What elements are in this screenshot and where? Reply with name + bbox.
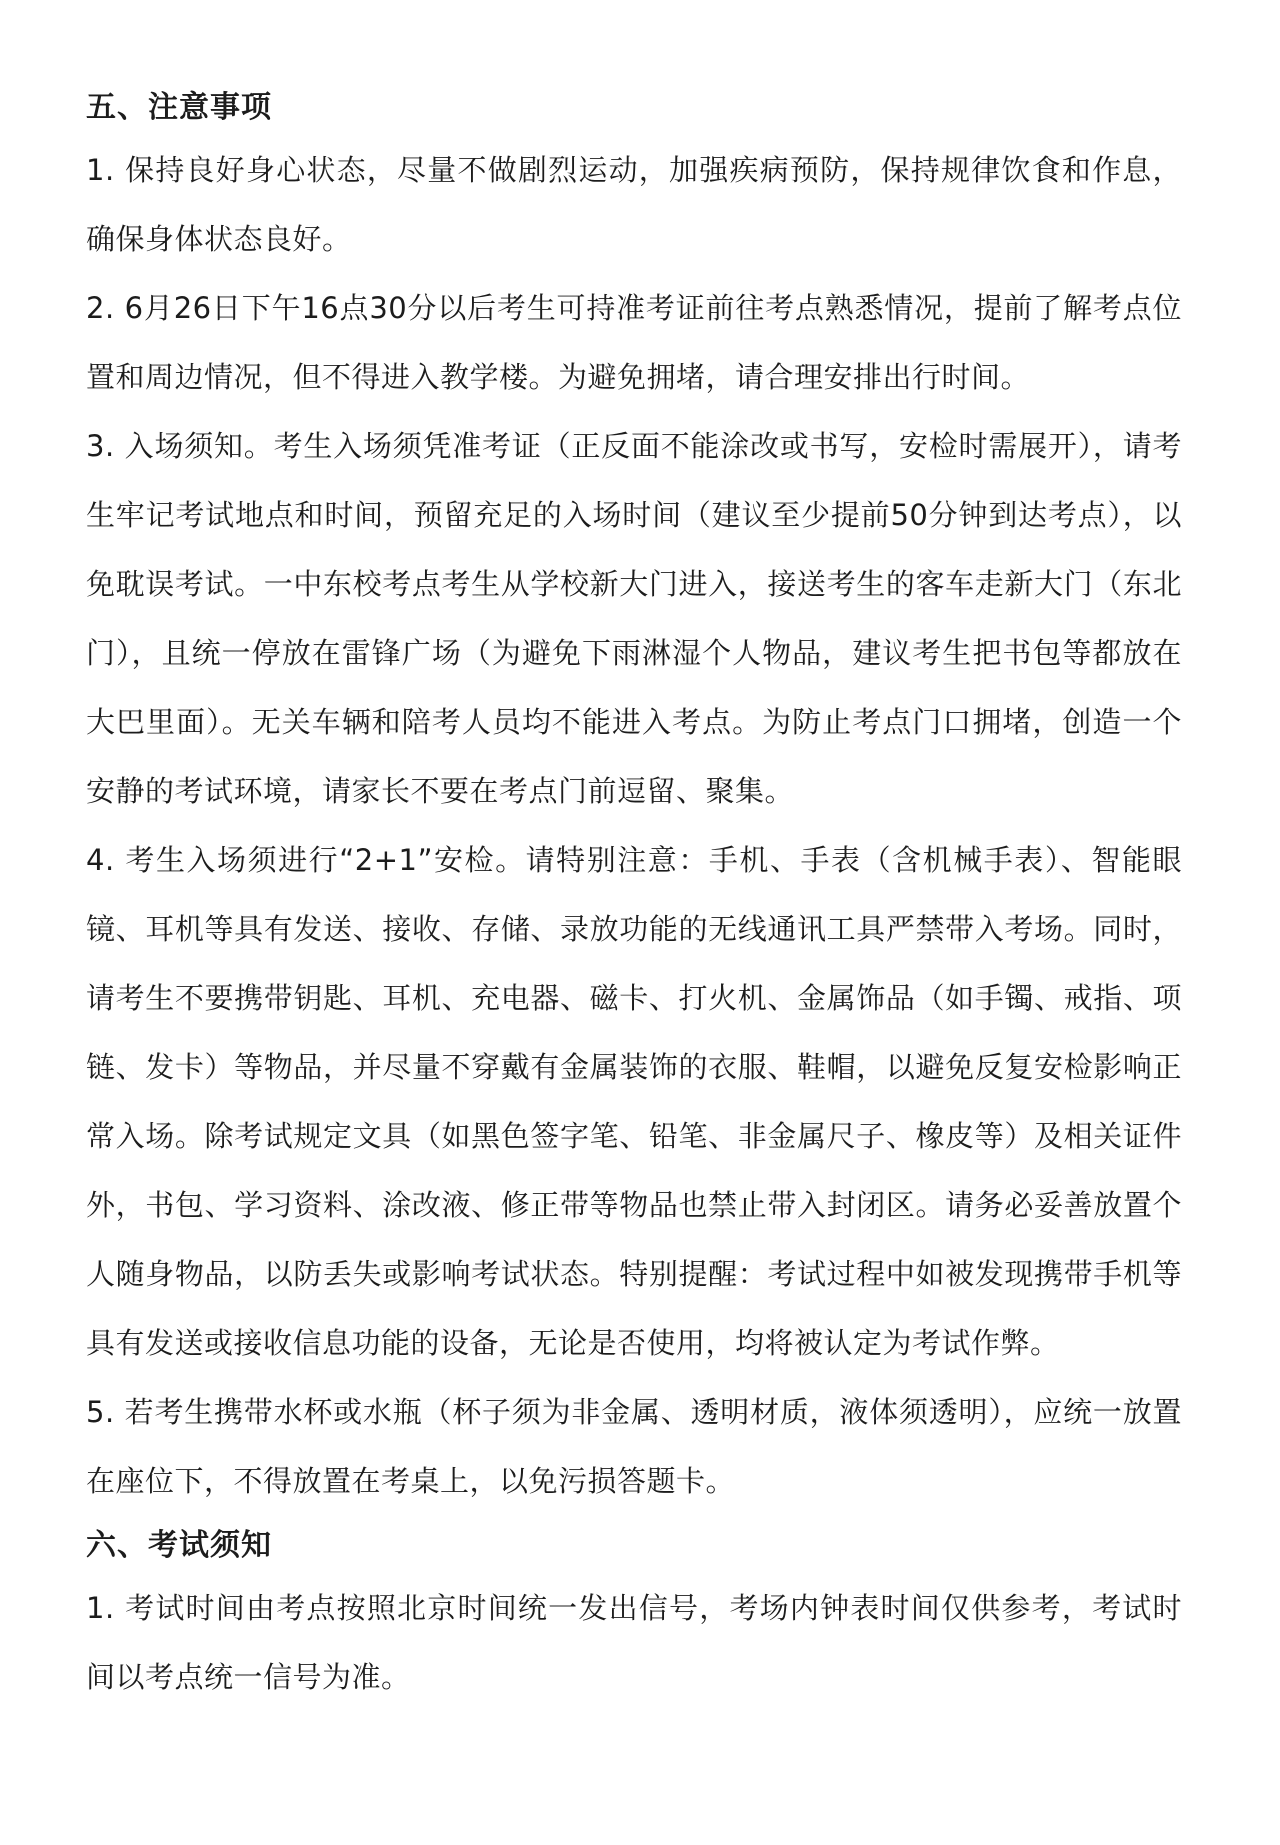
- list-item: 3. 入场须知。考生入场须凭准考证（正反面不能涂改或书写，安检时需展开），请考生牢记考试地点和时间，预留充足的入场时间（建议至少提前50分钟到达考点），以免耽误考试。一中东校考点考生从学校新大门进入，接送考生的客车走新大门（东北门），且统一停放在雷锋广场（为避免下雨淋湿个人物品，建议考生把书包等都放在大巴里面）。无关车辆和陪考人员均不能进入考点。为防止考点门口拥堵，创造一个安静的考试环境，请家长不要在考点门前逗留、聚集。: [86, 429, 1182, 808]
- section-exam-rules: [86, 1526, 1182, 1712]
- list-item: 4. 考生入场须进行“2+1”安检。请特别注意：手机、手表（含机械手表）、智能眼镜、耳机等具有发送、接收、存储、录放功能的无线通讯工具严禁带入考场。同时，请考生不要携带钥匙、耳机、充电器、磁卡、打火机、金属饰品（如手镯、戒指、项链、发卡）等物品，并尽量不穿戴有金属装饰的衣服、鞋帽，以避免反复安检影响正常入场。除考试规定文具（如黑色签字笔、铅笔、非金属尺子、橡皮等）及相关证件外，书包、学习资料、涂改液、修正带等物品也禁止带入封闭区。请务必妥善放置个人随身物品，以防丢失或影响考试状态。特别提醒：考试过程中如被发现携带手机等具有发送或接收信息功能的设备，无论是否使用，均将被认定为考试作弊。: [86, 843, 1182, 1360]
- list-item: 1. 考试时间由考点按照北京时间统一发出信号，考场内钟表时间仅供参考，考试时间以考点统一信号为准。: [86, 1591, 1182, 1694]
- list-item: 2. 6月26日下午16点30分以后考生可持准考证前往考点熟悉情况，提前了解考点位置和周边情况，但不得进入教学楼。为避免拥堵，请合理安排出行时间。: [86, 291, 1182, 394]
- section-heading: 六、考试须知: [86, 1528, 272, 1563]
- list-item: 1. 保持良好身心状态，尽量不做剧烈运动，加强疾病预防，保持规律饮食和作息，确保身体状态良好。: [86, 153, 1182, 256]
- section-precautions: [86, 88, 1182, 1516]
- list-item: 5. 若考生携带水杯或水瓶（杯子须为非金属、透明材质，液体须透明），应统一放置在座位下，不得放置在考桌上，以免污损答题卡。: [86, 1395, 1182, 1498]
- section-heading: 五、注意事项: [86, 90, 272, 125]
